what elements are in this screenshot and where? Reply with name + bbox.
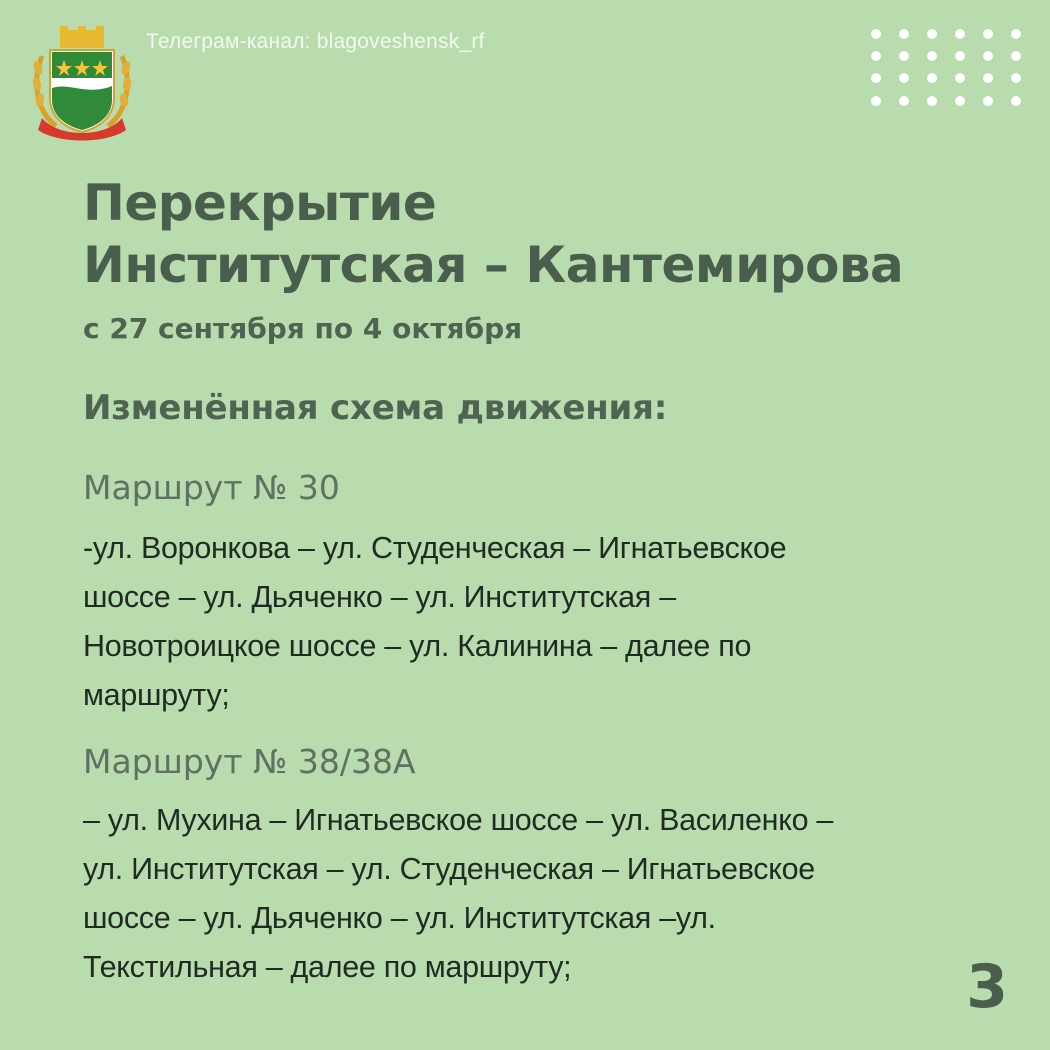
coat-of-arms-icon [28,26,136,142]
telegram-channel-caption: Телеграм-канал: blagoveshensk_rf [146,30,485,53]
route-line: маршруту; [83,678,230,712]
route-line: ул. Институтская – ул. Студенческая – Игнатьевское [83,852,815,886]
route-title-38: Маршрут № 38/38А [83,742,416,781]
page-title [83,172,903,296]
page-number: 3 [966,952,1008,1022]
route-description-30 [83,524,1013,720]
closure-dates: с 27 сентября по 4 октября [83,312,523,345]
route-line: шоссе – ул. Дьяченко – ул. Институтская –ул. [83,901,716,935]
route-line: шоссе – ул. Дьяченко – ул. Институтская – [83,580,676,614]
route-title-30: Маршрут № 30 [83,468,340,507]
route-description-38 [83,796,1013,992]
route-line: -ул. Воронкова – ул. Студенческая – Игнатьевское [83,531,787,565]
dot-grid-icon [866,24,1030,114]
title-line-2: Институтская – Кантемирова [83,236,904,294]
title-line-1: Перекрытие [83,174,437,232]
scheme-heading: Изменённая схема движения: [83,388,668,428]
route-line: Текстильная – далее по маршруту; [83,950,572,984]
route-line: Новотроицкое шоссе – ул. Калинина – далее по [83,629,752,663]
route-line: – ул. Мухина – Игнатьевское шоссе – ул. Василенко – [83,803,834,837]
